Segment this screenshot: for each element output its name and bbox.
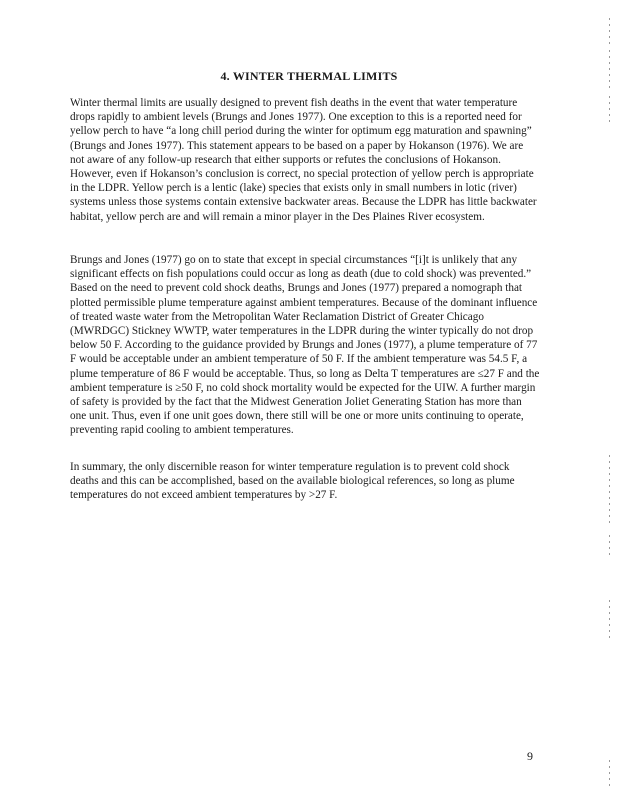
scan-edge-mark — [609, 455, 610, 525]
scan-edge-mark — [609, 96, 610, 126]
scan-edge-mark — [609, 50, 610, 90]
scan-edge-mark — [609, 18, 610, 46]
scan-edge-mark — [609, 600, 610, 640]
paragraph-yellow-perch: Winter thermal limits are usually designed to prevent fish deaths in the event that water temperature drops rapidly to ambient levels (Brungs and Jones 1977). One exception to this is a reported need for yellow perch to have “a long chill period during the winter for optimum egg maturation and spawning” (Brungs and Jones 1977). This statement appears to be based on a paper by Hokanson (1976). We are not aware of any follow-up research that either supports or refutes the conclusions of Hokanson. However, even if Hokanson’s conclusion is correct, no special protection of yellow perch is appropriate in the LDPR. Yellow perch is a lentic (lake) species that exists only in small numbers in lotic (river) systems unless those systems contain extensive backwater areas. Because the LDPR has little backwater habitat, yellow perch are and will remain a minor player in the Des Plaines River ecosystem. — [70, 97, 537, 223]
paragraph-summary: In summary, the only discernible reason for winter temperature regulation is to prevent cold shock deaths and this can be accomplished, based on the available biological references, so long as plume temperatures do not exceed ambient temperatures by >27 F. — [70, 461, 515, 502]
scan-edge-mark — [609, 760, 610, 790]
paragraph-cold-shock: Brungs and Jones (1977) go on to state that except in special circumstances “[i]t is unlikely that any significant effects on fish populations could occur as long as death (due to cold shock) was prevented.” Based on the need to prevent cold shock deaths, Brungs and Jones (1977) prepared a nomograph that plotted permissible plume temperature against ambient temperatures. Because of the dominant influence of treated waste water from the Metropolitan Water Reclamation District of Greater Chicago (MWRDGC) Stickney WWTP, water temperatures in the LDPR during the winter typically do not drop below 50 F. According to the guidance provided by Brungs and Jones (1977), a plume temperature of 77 F would be acceptable under an ambient temperature of 50 F. If the ambient temperature was 54.5 F, a plume temperature of 86 F would be acceptable. Thus, so long as Delta T temperatures are ≤27 F and the ambient temperature is ≥50 F, no cold shock mortality would be expected for the UIW. A further margin of safety is provided by the fact that the Midwest Generation Joliet Generating Station has more than one unit. Thus, even if one unit goes down, there still will be one or more units continuing to operate, preventing rapid cooling to ambient temperatures. — [70, 254, 540, 437]
section-heading: 4. WINTER THERMAL LIMITS — [220, 69, 398, 83]
scan-edge-mark — [609, 535, 610, 555]
page-number: 9 — [527, 749, 533, 763]
